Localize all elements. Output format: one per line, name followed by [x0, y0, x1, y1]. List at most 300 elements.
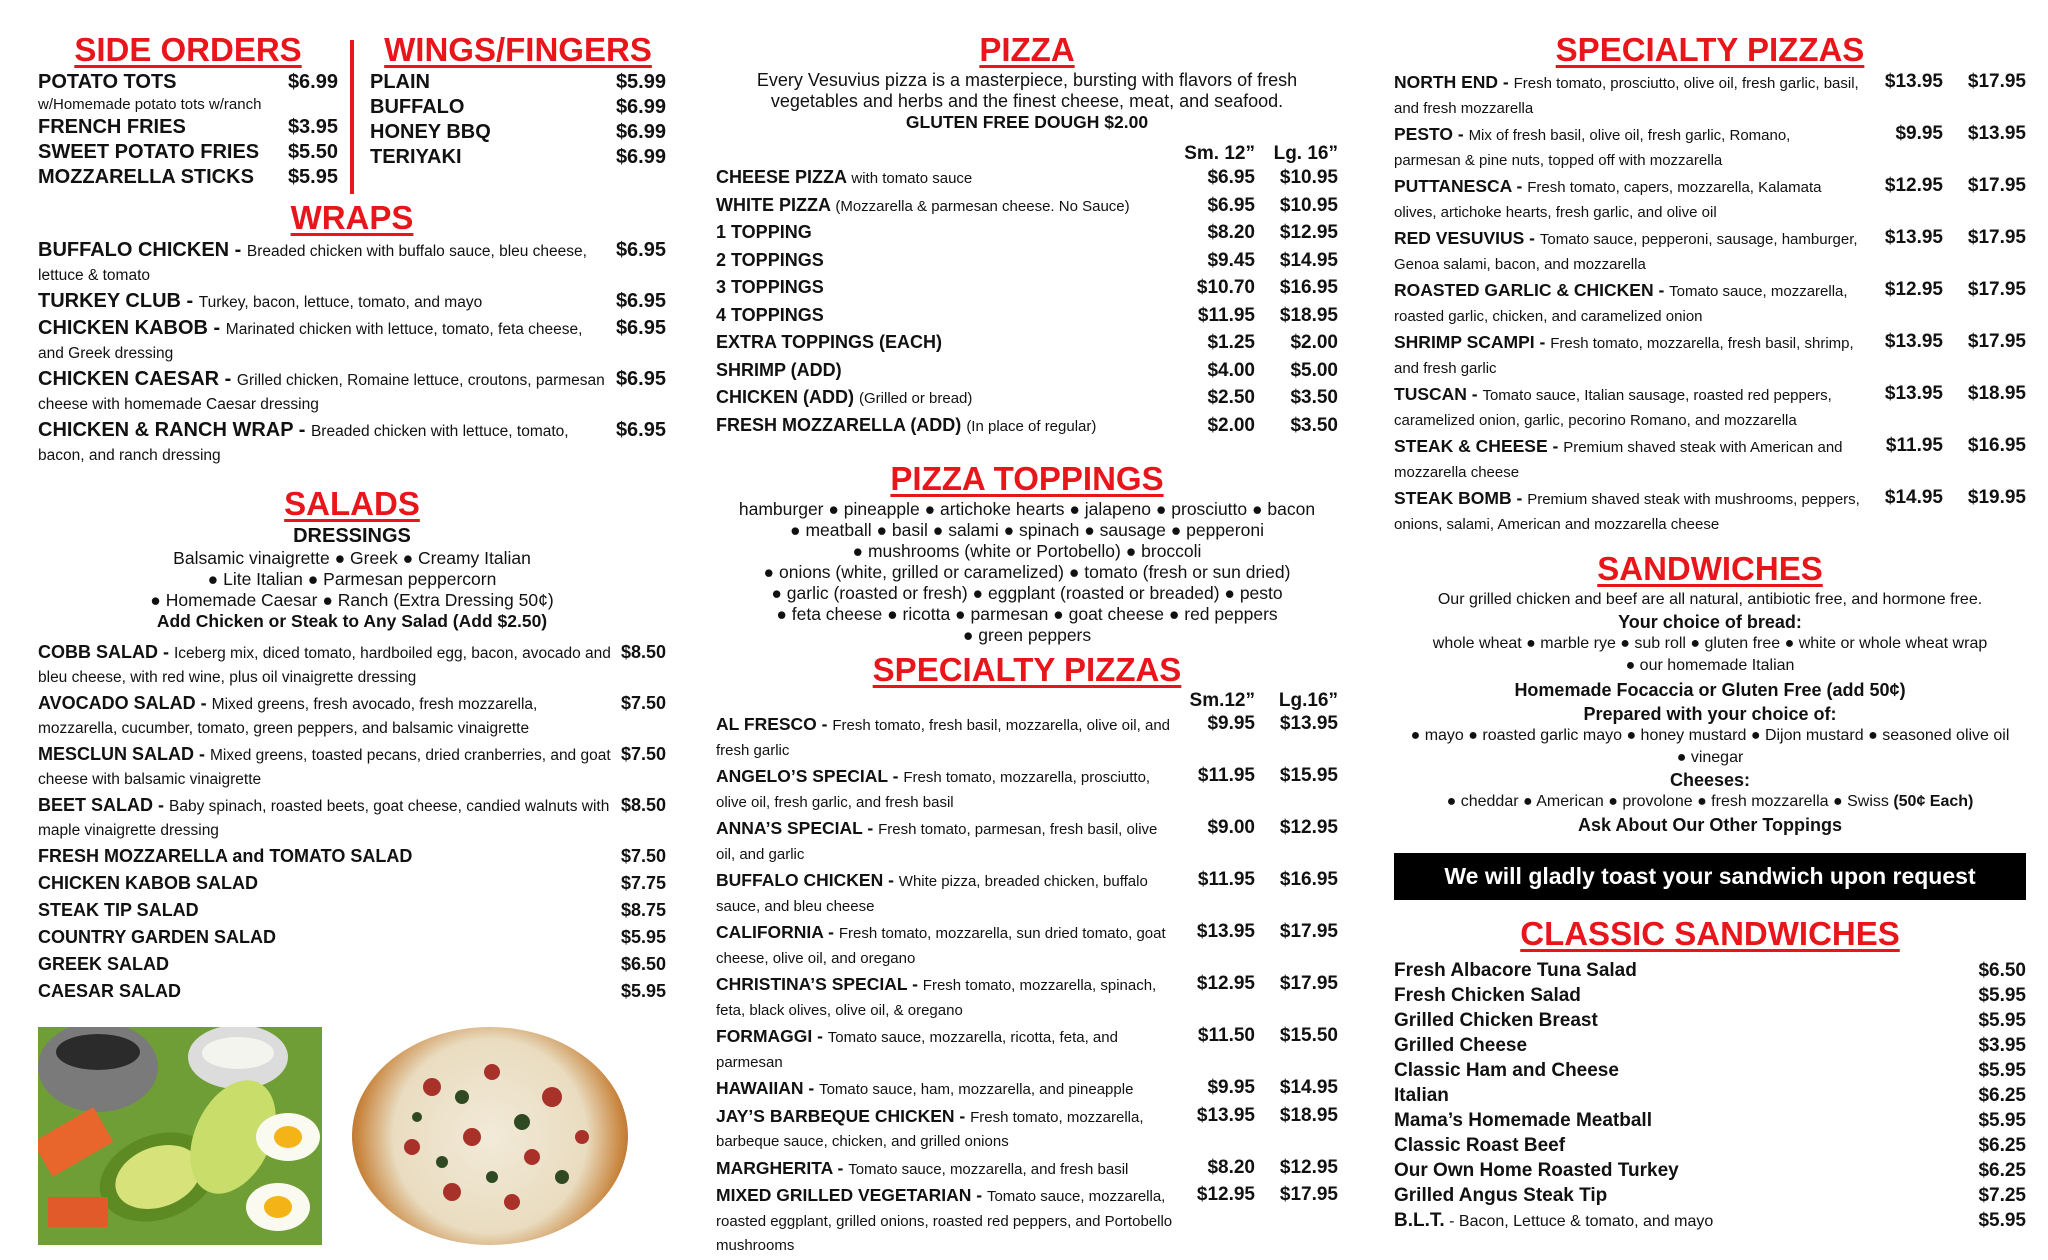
item-prices: [1183, 712, 1338, 737]
salads-heading: SALADS: [284, 485, 420, 522]
item-desc: Tomato sauce, mozzarella, roasted eggplant, grilled onions, roasted red peppers, and Portobello mushrooms: [716, 1188, 1173, 1254]
item-name: COBB SALAD -: [38, 642, 174, 662]
item-name: FRESH MOZZARELLA and TOMATO SALAD: [38, 846, 413, 866]
dressing-line: ● Lite Italian ● Parmesan peppercorn: [207, 569, 497, 589]
price-large: $10.95: [1279, 167, 1338, 188]
sandwiches-heading: SANDWICHES: [1597, 550, 1823, 587]
menu-item: [38, 165, 338, 190]
item-name: 2 TOPPINGS: [716, 249, 824, 270]
item-text: [716, 712, 1183, 763]
menu-item: [370, 120, 666, 145]
item-prices: [1871, 278, 2026, 303]
item-text: [716, 220, 1183, 247]
price-large: $19.95: [1967, 487, 2026, 508]
cheeses-heading: Cheeses:: [1669, 770, 1751, 790]
item-price: $5.95: [287, 166, 338, 188]
item-desc: Fresh tomato, parmesan, fresh basil, olive oil, and garlic: [716, 821, 1158, 863]
item-price: $7.25: [1978, 1185, 2026, 1206]
menu-item: [1394, 70, 2026, 121]
item-prices: [1183, 972, 1338, 997]
item-price: $7.50: [620, 846, 666, 866]
item-desc: Fresh tomato, capers, mozzarella, Kalamata olives, artichoke hearts, fresh garlic, and olive oil: [1394, 179, 1822, 221]
condiment-line: ● vinegar: [1676, 749, 1744, 766]
item-price: $3.95: [1978, 1035, 2026, 1056]
section-divider: [350, 40, 354, 194]
menu-item: [716, 1024, 1338, 1075]
item-text: [38, 925, 621, 951]
item-name: CHEESE PIZZA: [716, 167, 852, 187]
item-name: CHICKEN (ADD): [716, 387, 859, 407]
menu-item: [1394, 1083, 2026, 1108]
item-prices: [1871, 174, 2026, 199]
item-name: Fresh Chicken Salad: [1394, 985, 1581, 1006]
item-text: [716, 193, 1183, 220]
item-desc: Fresh tomato, mozzarella, prosciutto, olive oil, fresh garlic, and fresh basil: [716, 769, 1151, 811]
item-text: [38, 691, 621, 741]
item-name: Grilled Chicken Breast: [1394, 1010, 1598, 1031]
price-large: $16.95: [1279, 869, 1338, 890]
menu-item: [38, 871, 666, 897]
item-price: $6.25: [1978, 1135, 2026, 1156]
item-text: [716, 275, 1183, 302]
item-text: [716, 816, 1183, 867]
price-small: $13.95: [1884, 227, 1943, 248]
item-text: [38, 898, 621, 924]
price-large: $15.95: [1279, 765, 1338, 786]
specialty-pizzas-heading: SPECIALTY PIZZAS: [872, 651, 1182, 688]
toppings-list: [716, 499, 1338, 646]
price-small: $9.45: [1207, 249, 1255, 271]
pizza-list: [716, 165, 1338, 439]
price-large: $17.95: [1279, 1184, 1338, 1205]
specialty-size-header: [716, 690, 1338, 712]
item-name: MARGHERITA -: [716, 1157, 849, 1178]
item-prices: [1183, 1076, 1338, 1101]
item-name: GREEK SALAD: [38, 954, 170, 974]
item-text: [38, 793, 621, 843]
item-price: $6.95: [615, 239, 666, 261]
item-prices: [1871, 330, 2026, 355]
wings-heading: WINGS/FINGERS: [384, 31, 652, 68]
pizza-heading: PIZZA: [979, 31, 1075, 68]
item-text: [1394, 1208, 1713, 1233]
item-name: ANNA’S SPECIAL -: [716, 818, 879, 838]
item-text: [1394, 382, 1871, 433]
bread-line: ● our homemade Italian: [1625, 657, 1795, 674]
menu-item: [38, 418, 666, 468]
menu-item: [1394, 1133, 2026, 1158]
item-price: $6.99: [615, 146, 666, 168]
item-desc: (In place of regular): [966, 417, 1097, 435]
menu-item: [716, 275, 1338, 302]
item-desc: Tomato sauce, pepperoni, sausage, hamburger, Genoa salami, bacon, and mozzarella: [1394, 231, 1858, 273]
item-desc: Breaded chicken with lettuce, tomato, bacon, and ranch dressing: [38, 423, 569, 464]
focaccia-note: Homemade Focaccia or Gluten Free (add 50¢): [1514, 680, 1906, 700]
price-small: $8.20: [1207, 1156, 1255, 1178]
item-prices: [1183, 193, 1338, 219]
item-text: [716, 868, 1183, 919]
menu-item: [716, 358, 1338, 385]
item-name: RED VESUVIUS -: [1394, 228, 1540, 248]
menu-item: [38, 70, 338, 95]
item-desc: Fresh tomato, fresh basil, mozzarella, olive oil, and fresh garlic: [716, 717, 1171, 759]
price-small: $12.95: [1196, 973, 1255, 994]
item-text: [1394, 330, 1871, 381]
item-text: [1394, 1133, 1565, 1158]
menu-item: [716, 303, 1338, 330]
price-large: $16.95: [1967, 435, 2026, 456]
price-large: $17.95: [1967, 279, 2026, 300]
item-text: [1394, 1108, 1652, 1133]
side-orders-section: [38, 30, 338, 194]
price-large: $17.95: [1967, 227, 2026, 248]
wraps-heading: WRAPS: [290, 199, 414, 236]
menu-item: [370, 70, 666, 95]
item-name: PUTTANESCA -: [1394, 176, 1528, 196]
item-name: FRENCH FRIES: [38, 116, 186, 138]
price-small: $2.50: [1207, 387, 1255, 408]
item-prices: [1183, 1104, 1338, 1129]
item-prices: [1871, 434, 2026, 459]
price-small: $8.20: [1207, 222, 1255, 243]
price-small: $9.95: [1895, 123, 1943, 144]
gluten-free-note: GLUTEN FREE DOUGH $2.00: [905, 112, 1149, 132]
item-text: [38, 742, 621, 792]
menu-item: [1394, 174, 2026, 225]
menu-item: [716, 165, 1338, 192]
item-text: [716, 165, 1183, 192]
item-prices: [1871, 226, 2026, 251]
menu-item: [1394, 330, 2026, 381]
item-desc: Mixed greens, fresh avocado, fresh mozzarella, mozzarella, cucumber, tomato, green peppers, and balsamic vinaigrette: [38, 696, 538, 737]
item-price: $6.95: [615, 368, 666, 390]
price-large: $18.95: [1279, 304, 1338, 326]
menu-item: [716, 248, 1338, 275]
side-wings-block: [38, 30, 666, 194]
item-text: [1394, 1158, 1679, 1183]
item-text: [1394, 1008, 1598, 1033]
item-price: $7.75: [620, 873, 666, 893]
price-small: $14.95: [1884, 487, 1943, 508]
item-desc: Fresh tomato, mozzarella, sun dried tomato, goat cheese, olive oil, and oregano: [716, 925, 1166, 967]
menu-item: [716, 330, 1338, 357]
item-name: SHRIMP (ADD): [716, 359, 842, 380]
item-name: TUSCAN -: [1394, 384, 1483, 404]
condiment-line: ● mayo ● roasted garlic mayo ● honey mustard ● Dijon mustard ● seasoned olive oil: [1410, 727, 2010, 744]
menu-item: [38, 316, 666, 366]
price-small: $12.95: [1884, 175, 1943, 196]
prepared-heading: Prepared with your choice of:: [1583, 704, 1837, 724]
item-desc: Tomato sauce, mozzarella, and fresh basil: [848, 1160, 1129, 1178]
toppings-line: ● green peppers: [962, 625, 1092, 645]
item-text: [38, 367, 616, 417]
item-name: CHRISTINA’S SPECIAL -: [716, 974, 923, 994]
item-price: $8.50: [620, 642, 666, 662]
price-large: $12.95: [1279, 817, 1338, 838]
item-name: SWEET POTATO FRIES: [38, 141, 260, 163]
item-desc: Premium shaved steak with American and mozzarella cheese: [1394, 439, 1843, 481]
price-large: $13.95: [1967, 123, 2026, 144]
cheeses-list: ● cheddar ● American ● provolone ● fresh mozzarella ● Swiss: [1446, 793, 1894, 810]
menu-item: [716, 1104, 1338, 1155]
item-desc: Fresh tomato, prosciutto, olive oil, fresh garlic, basil, and fresh mozzarella: [1394, 75, 1859, 117]
price-small: $6.95: [1207, 194, 1255, 216]
item-desc: White pizza, breaded chicken, buffalo sauce, and bleu cheese: [716, 873, 1148, 915]
price-large: $18.95: [1967, 383, 2026, 404]
salad-photo: [38, 1027, 322, 1245]
item-desc: Tomato sauce, mozzarella, roasted garlic, chicken, and caramelized onion: [1394, 283, 1848, 325]
menu-item: [1394, 122, 2026, 173]
menu-item: [716, 764, 1338, 815]
item-prices: [1871, 486, 2026, 511]
price-large: $12.95: [1279, 222, 1338, 243]
price-large: $14.95: [1279, 249, 1338, 271]
toast-banner: We will gladly toast your sandwich upon request: [1394, 853, 2026, 900]
item-desc: Breaded chicken with buffalo sauce, bleu cheese, lettuce & tomato: [38, 243, 587, 284]
item-text: [716, 330, 1183, 357]
menu-item: [1394, 1208, 2026, 1233]
item-text: [1394, 1033, 1527, 1058]
specialty-pizzas-list-2: [1394, 70, 2026, 537]
item-text: [1394, 1183, 1607, 1208]
item-desc: Premium shaved steak with mushrooms, peppers, onions, salami, American and mozzarella cheese: [1394, 491, 1860, 533]
menu-item: [716, 972, 1338, 1023]
toppings-line: ● garlic (roasted or fresh) ● eggplant (roasted or breaded) ● pesto: [771, 583, 1283, 603]
menu-item: [1394, 278, 2026, 329]
item-name: STEAK & CHEESE -: [1394, 436, 1564, 456]
price-large: $10.95: [1279, 194, 1338, 216]
item-name: AL FRESCO -: [716, 714, 833, 734]
item-name: BUFFALO CHICKEN -: [38, 239, 247, 261]
item-text: [716, 972, 1183, 1023]
menu-item: [38, 925, 666, 951]
item-name: BUFFALO CHICKEN -: [716, 870, 899, 890]
size-large-label: Lg. 16”: [1273, 143, 1338, 164]
item-price: $6.25: [1978, 1085, 2026, 1106]
menu-item: [1394, 486, 2026, 537]
item-name: Classic Ham and Cheese: [1394, 1060, 1619, 1081]
item-name: CALIFORNIA -: [716, 922, 839, 942]
item-text: [716, 385, 1183, 412]
item-desc: Iceberg mix, diced tomato, hardboiled egg, bacon, avocado and bleu cheese, with red wine, plus oil vinaigrette dressing: [38, 645, 611, 686]
item-name: 1 TOPPING: [716, 222, 812, 242]
price-small: $4.00: [1207, 359, 1255, 381]
item-text: [38, 418, 616, 468]
item-text: [38, 871, 621, 897]
pizza-photo: [352, 1027, 628, 1245]
salads-list: [38, 640, 666, 1005]
item-desc: Turkey, bacon, lettuce, tomato, and mayo: [198, 294, 483, 311]
price-small: $1.25: [1207, 332, 1255, 353]
price-small: $6.95: [1207, 167, 1255, 188]
item-desc: (Mozzarella & parmesan cheese. No Sauce): [835, 197, 1130, 215]
item-prices: [1183, 764, 1338, 789]
cheese-price: (50¢ Each): [1893, 793, 1974, 810]
menu-item: [716, 1183, 1338, 1259]
price-small: $11.95: [1885, 435, 1943, 456]
item-text: [716, 358, 1183, 385]
item-price: $6.25: [1978, 1160, 2026, 1181]
price-large: $17.95: [1967, 71, 2026, 92]
size-small-label: Sm.12”: [1189, 690, 1255, 711]
toppings-line: ● mushrooms (white or Portobello) ● broccoli: [852, 541, 1202, 561]
price-small: $13.95: [1196, 921, 1255, 942]
price-small: $13.95: [1884, 71, 1943, 92]
item-text: [38, 316, 616, 366]
cheeses-line: [1394, 791, 2026, 813]
photo-row: [38, 1027, 666, 1245]
menu-item: [716, 220, 1338, 247]
item-prices: [1183, 303, 1338, 329]
item-name: Italian: [1394, 1085, 1449, 1106]
item-price: $5.95: [1978, 1060, 2026, 1081]
specialty-pizzas-list: [716, 712, 1338, 1259]
menu-item: [716, 1156, 1338, 1183]
bread-line: whole wheat ● marble rye ● sub roll ● gluten free ● white or whole wheat wrap: [1432, 635, 1988, 652]
wraps-list: [38, 238, 666, 468]
menu-item: [716, 193, 1338, 220]
item-text: [1394, 1058, 1619, 1083]
menu-item: [38, 140, 338, 165]
item-name: NORTH END -: [1394, 72, 1514, 92]
price-small: $12.95: [1196, 1184, 1255, 1205]
menu-item: [1394, 1108, 2026, 1133]
item-name: ROASTED GARLIC & CHICKEN -: [1394, 280, 1670, 300]
item-text: [716, 764, 1183, 815]
item-text: [716, 413, 1183, 440]
item-prices: [1871, 382, 2026, 407]
item-prices: [1183, 816, 1338, 841]
item-name: EXTRA TOPPINGS (EACH): [716, 332, 943, 352]
item-text: [716, 1104, 1183, 1155]
menu-item: [1394, 226, 2026, 277]
toppings-line: hamburger ● pineapple ● artichoke hearts ● jalapeno ● prosciutto ● bacon: [738, 499, 1316, 519]
bread-heading: Your choice of bread:: [1618, 612, 1802, 632]
pizza-size-header: [716, 143, 1338, 165]
item-prices: [1183, 413, 1338, 439]
item-price: $6.50: [620, 954, 666, 974]
item-text: [716, 920, 1183, 971]
item-prices: [1871, 70, 2026, 95]
item-name: SHRIMP SCAMPI -: [1394, 332, 1551, 352]
price-small: $11.50: [1197, 1025, 1255, 1046]
item-name: STEAK BOMB -: [1394, 488, 1528, 508]
menu-column-3: [1394, 30, 2026, 1233]
menu-item: [38, 238, 666, 288]
item-name: FORMAGGI -: [716, 1026, 828, 1046]
item-price: $5.95: [1978, 1010, 2026, 1031]
item-text: [716, 1156, 1183, 1183]
price-large: $17.95: [1279, 973, 1338, 994]
item-price: $7.50: [620, 693, 666, 713]
item-desc: Baby spinach, roasted beets, goat cheese, candied walnuts with maple vinaigrette dressing: [38, 798, 610, 839]
toppings-line: ● onions (white, grilled or caramelized) ● tomato (fresh or sun dried): [763, 562, 1291, 582]
menu-item: [1394, 983, 2026, 1008]
price-small: $2.00: [1207, 414, 1255, 436]
item-name: POTATO TOTS: [38, 71, 177, 93]
item-desc: Marinated chicken with lettuce, tomato, feta cheese, and Greek dressing: [38, 321, 583, 362]
menu-item: [716, 920, 1338, 971]
item-text: [1394, 226, 1871, 277]
item-price: $5.95: [620, 981, 666, 1001]
item-name: CHICKEN KABOB SALAD: [38, 873, 258, 893]
item-desc: Grilled chicken, Romaine lettuce, croutons, parmesan cheese with homemade Caesar dressing: [38, 372, 605, 413]
item-text: [1394, 1083, 1449, 1108]
price-small: $9.95: [1207, 1077, 1255, 1098]
price-large: $3.50: [1290, 387, 1338, 408]
item-name: 4 TOPPINGS: [716, 304, 824, 325]
menu-item: [716, 1076, 1338, 1103]
item-prices: [1183, 358, 1338, 384]
dressing-line: ● Homemade Caesar ● Ranch (Extra Dressing 50¢): [150, 590, 554, 610]
item-name: HONEY BBQ: [370, 121, 491, 143]
item-prices: [1183, 1183, 1338, 1208]
price-large: $16.95: [1279, 277, 1338, 298]
dressing-line: Balsamic vinaigrette ● Greek ● Creamy Italian: [173, 548, 531, 568]
classic-sandwiches-list: [1394, 958, 2026, 1233]
wings-list: [370, 70, 666, 170]
item-name: 3 TOPPINGS: [716, 277, 824, 297]
price-large: $17.95: [1967, 175, 2026, 196]
toppings-line: ● meatball ● basil ● salami ● spinach ● sausage ● pepperoni: [790, 520, 1264, 540]
item-name: Grilled Angus Steak Tip: [1394, 1185, 1608, 1206]
menu-item: [38, 115, 338, 140]
menu-item: [38, 289, 666, 315]
item-desc: (Grilled or bread): [859, 390, 973, 407]
ask-toppings-note: Ask About Our Other Toppings: [1578, 815, 1842, 835]
item-name: FRESH MOZZARELLA (ADD): [716, 414, 967, 435]
price-small: $11.95: [1197, 765, 1255, 786]
item-desc: Fresh tomato, mozzarella, spinach, feta, black olives, olive oil, & oregano: [716, 977, 1157, 1019]
item-price: $7.50: [620, 744, 666, 764]
price-small: $12.95: [1884, 279, 1943, 300]
item-name: Mama’s Homemade Meatball: [1394, 1110, 1652, 1131]
price-large: $17.95: [1279, 921, 1338, 942]
item-desc: Fresh tomato, mozzarella, fresh basil, shrimp, and fresh garlic: [1394, 335, 1854, 377]
item-price: $6.95: [615, 290, 666, 312]
size-small-label: Sm. 12”: [1184, 143, 1255, 164]
price-large: $18.95: [1279, 1104, 1338, 1126]
side-orders-heading: SIDE ORDERS: [74, 31, 302, 68]
menu-item: [1394, 1008, 2026, 1033]
menu-item: [1394, 1158, 2026, 1183]
wings-section: [370, 30, 666, 194]
menu-item: [1394, 1183, 2026, 1208]
item-text: [1394, 174, 1871, 225]
item-text: [716, 1076, 1183, 1103]
item-text: [716, 1183, 1183, 1259]
item-prices: [1183, 275, 1338, 301]
item-name: ANGELO’S SPECIAL -: [716, 766, 904, 786]
item-prices: [1183, 248, 1338, 274]
item-text: [1394, 122, 1871, 173]
menu-item: [716, 712, 1338, 763]
item-name: Fresh Albacore Tuna Salad: [1394, 960, 1637, 981]
item-price: $5.99: [615, 71, 666, 93]
item-name: CAESAR SALAD: [38, 981, 182, 1001]
item-text: [1394, 434, 1871, 485]
menu-item: [370, 145, 666, 170]
classic-sandwiches-heading: CLASSIC SANDWICHES: [1520, 915, 1900, 952]
item-name: Classic Roast Beef: [1394, 1135, 1566, 1156]
item-text: [716, 303, 1183, 330]
item-text: [1394, 278, 1871, 329]
menu-item: [38, 844, 666, 870]
item-prices: [1183, 330, 1338, 356]
item-price: $8.75: [620, 900, 666, 920]
side-orders-list: [38, 70, 338, 190]
item-name: Grilled Cheese: [1394, 1035, 1528, 1056]
